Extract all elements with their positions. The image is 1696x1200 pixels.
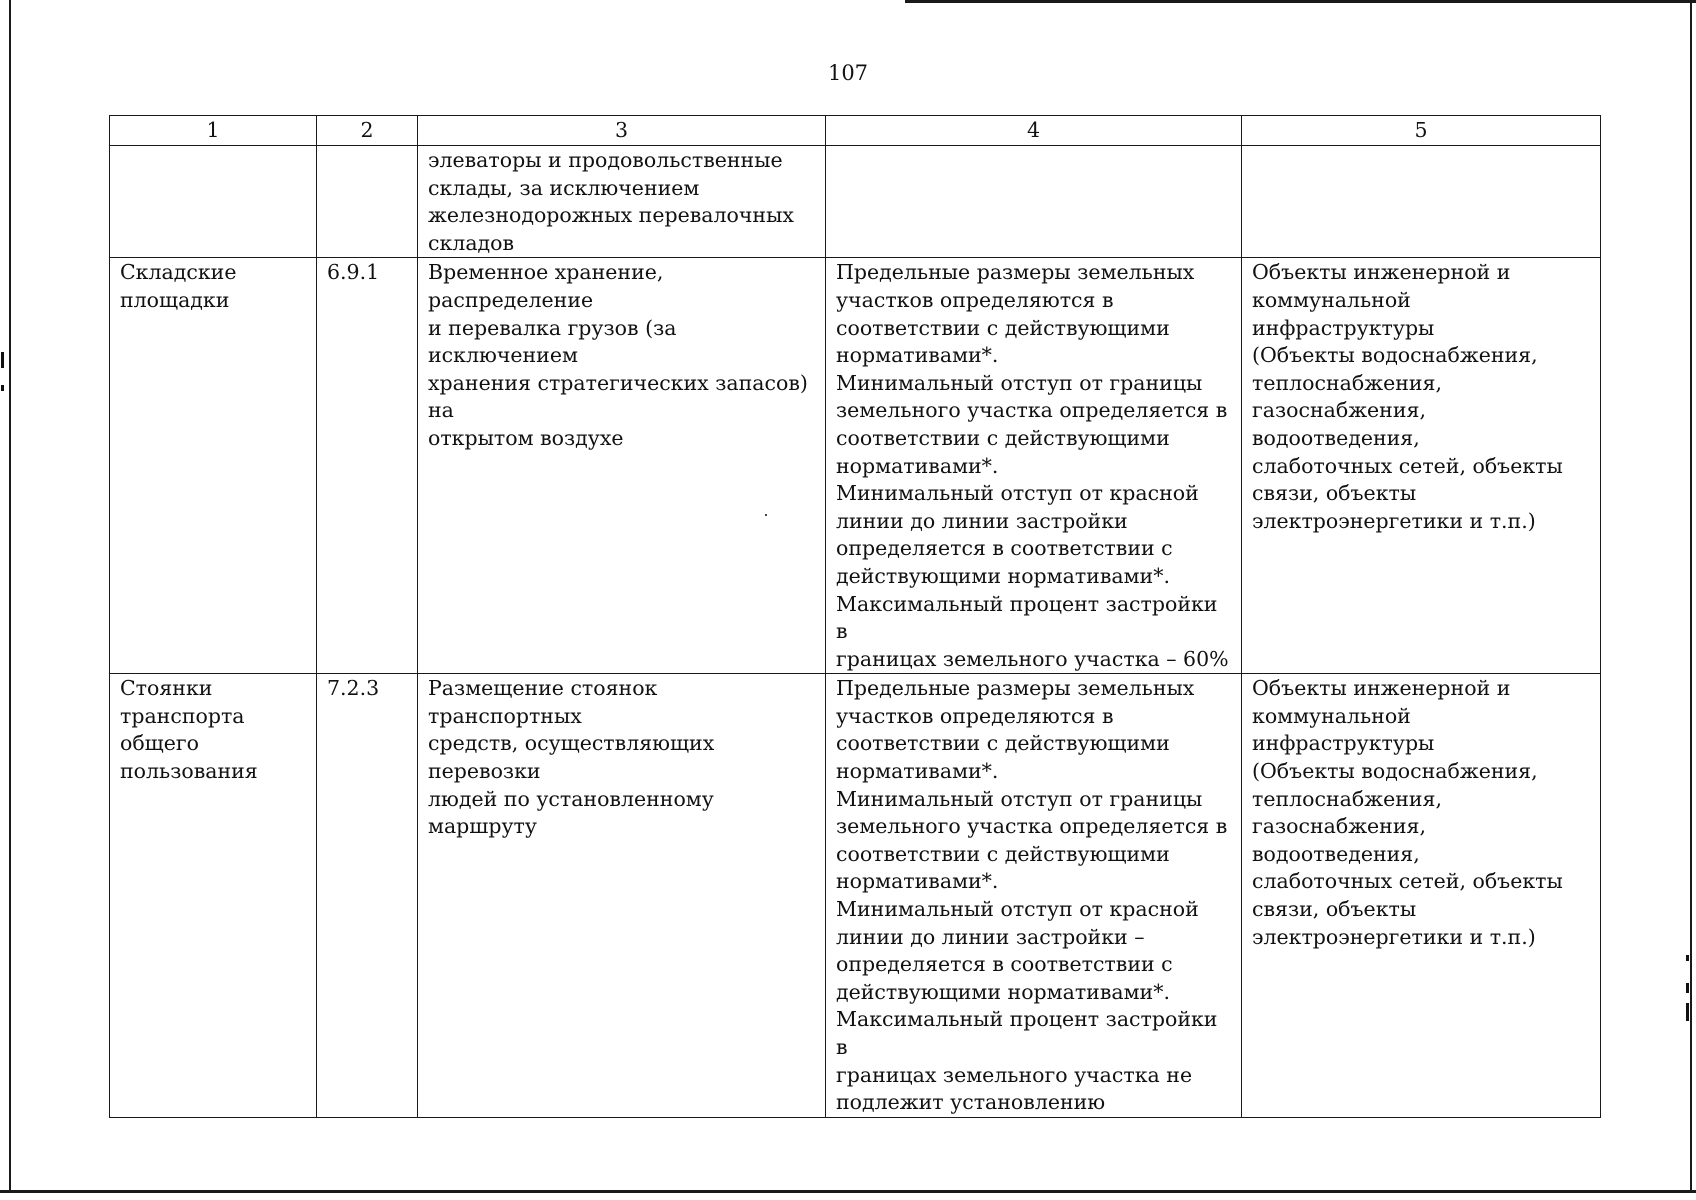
table-row: [110, 146, 1601, 258]
use-type-cell: Стоянки транспорта общего пользования: [110, 674, 317, 1118]
use-description-cell: Размещение стоянок транспортных средств, осуществляющих перевозки людей по установленному маршруту: [418, 674, 826, 1118]
use-code-cell: 7.2.3: [317, 674, 418, 1118]
use-description-cell: элеваторы и продовольственные склады, за исключением железнодорожных перевалочных складов: [418, 146, 826, 258]
scan-border-top: [905, 0, 1696, 3]
scan-mark: [1686, 983, 1689, 993]
scan-speck: [765, 514, 767, 516]
parameters-cell: [826, 146, 1242, 258]
column-header: 2: [317, 116, 418, 146]
auxiliary-uses-cell: [1242, 146, 1601, 258]
use-code-cell: [317, 146, 418, 258]
column-header: 3: [418, 116, 826, 146]
column-header: 5: [1242, 116, 1601, 146]
parameters-cell: Предельные размеры земельных участков определяются в соответствии с действующими нормативами*. Минимальный отступ от границы земельного участка определяется в соответствии с действующими нормативами*. Минимальный отступ от красной линии до линии застройки определяется в соответствии с действующими нормативами*. Максимальный процент застройки в границах земельного участка – 60%: [826, 258, 1242, 674]
use-description-cell: Временное хранение, распределение и перевалка грузов (за исключением хранения стратегических запасов) на открытом воздухе: [418, 258, 826, 674]
auxiliary-uses-cell: Объекты инженерной и коммунальной инфраструктуры (Объекты водоснабжения, теплоснабжения, газоснабжения, водоотведения, слаботочных сетей, объекты связи, объекты электроэнергетики и т.п.): [1242, 674, 1601, 1118]
column-header: 1: [110, 116, 317, 146]
scan-border-bottom: [0, 1190, 1696, 1193]
column-header: 4: [826, 116, 1242, 146]
table-header-row: [110, 116, 1601, 146]
use-type-cell: Складские площадки: [110, 258, 317, 674]
table-row: [110, 258, 1601, 674]
zoning-table: [109, 115, 1601, 1118]
scan-border-right: [1690, 0, 1692, 1190]
scan-mark: [1686, 1003, 1689, 1021]
use-type-cell: [110, 146, 317, 258]
scan-mark: [1, 352, 4, 368]
table-row: [110, 674, 1601, 1118]
page-number: 107: [827, 61, 869, 85]
scan-mark: [1686, 955, 1689, 961]
scan-border-left: [9, 0, 11, 1190]
auxiliary-uses-cell: Объекты инженерной и коммунальной инфраструктуры (Объекты водоснабжения, теплоснабжения, газоснабжения, водоотведения, слаботочных сетей, объекты связи, объекты электроэнергетики и т.п.): [1242, 258, 1601, 674]
use-code-cell: 6.9.1: [317, 258, 418, 674]
scan-mark: [1, 385, 4, 391]
parameters-cell: Предельные размеры земельных участков определяются в соответствии с действующими нормативами*. Минимальный отступ от границы земельного участка определяется в соответствии с действующими нормативами*. Минимальный отступ от красной линии до линии застройки – определяется в соответствии с действующими нормативами*. Максимальный процент застройки в границах земельного участка не подлежит установлению: [826, 674, 1242, 1118]
